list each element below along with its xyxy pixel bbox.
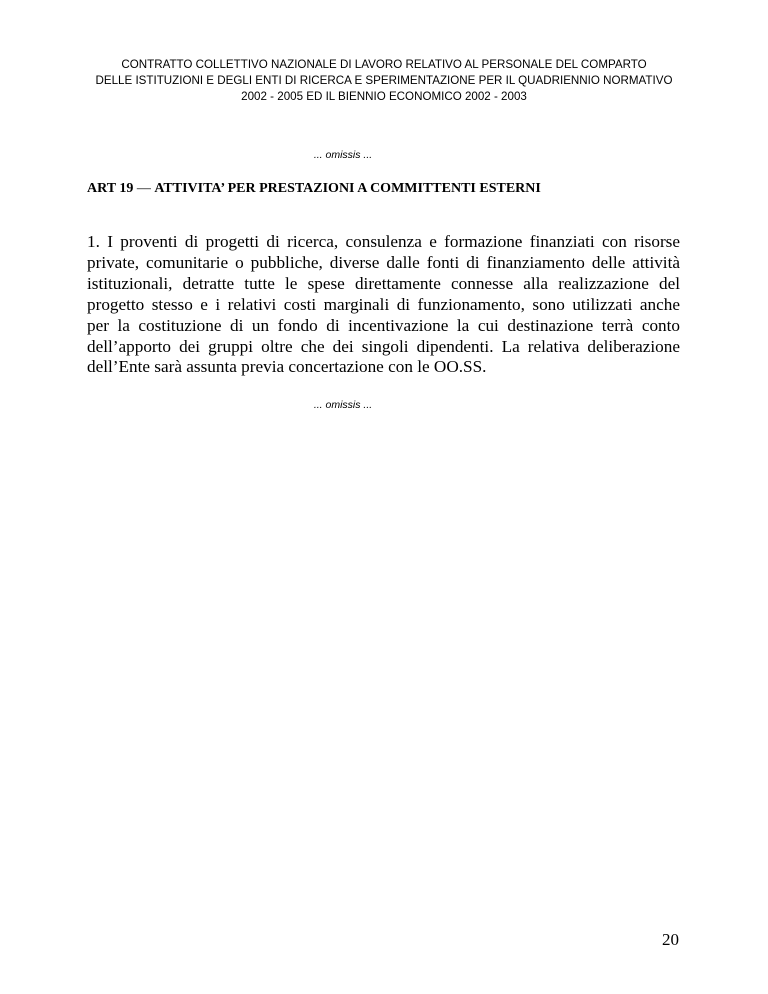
header-line-1: CONTRATTO COLLETTIVO NAZIONALE DI LAVORO RELATIVO AL PERSONALE DEL COMPARTO	[121, 58, 647, 71]
article-title-text: ATTIVITA’ PER PRESTAZIONI A COMMITTENTI ESTERNI	[154, 181, 541, 196]
header-line-2: DELLE ISTITUZIONI E DEGLI ENTI DI RICERCA E SPERIMENTAZIONE PER IL QUADRIENNIO NORMATIVO	[95, 74, 673, 87]
document-header	[0, 57, 768, 105]
article-number: ART 19	[87, 181, 134, 196]
paragraph-line-6: dell’apporto dei gruppi oltre che dei singoli dipendenti. La relativa deliberazione	[87, 336, 680, 356]
omissis-top: ... omissis ...	[313, 149, 373, 161]
paragraph-line-2: private, comunitarie o pubbliche, diverse dalle fonti di finanziamento delle attività	[87, 252, 680, 272]
paragraph-line-4: progetto stesso e i relativi costi marginali di funzionamento, sono utilizzati anche	[87, 294, 680, 314]
paragraph-line-1: 1. I proventi di progetti di ricerca, consulenza e formazione finanziati con risorse	[87, 232, 680, 251]
paragraph-line-7: dell’Ente sarà assunta previa concertazione con le OO.SS.	[87, 357, 487, 377]
article-paragraph	[87, 232, 680, 378]
paragraph-line-3: istituzionali, detratte tutte le spese direttamente connesse alla realizzazione del	[87, 273, 680, 293]
page-number: 20	[662, 930, 679, 949]
header-line-3: 2002 - 2005 ED IL BIENNIO ECONOMICO 2002 - 2003	[241, 90, 527, 103]
paragraph-line-5: per la costituzione di un fondo di incentivazione la cui destinazione terrà conto	[87, 315, 680, 335]
article-title	[87, 180, 541, 198]
omissis-bottom: ... omissis ...	[313, 399, 373, 411]
article-title-dash: —	[133, 181, 155, 196]
